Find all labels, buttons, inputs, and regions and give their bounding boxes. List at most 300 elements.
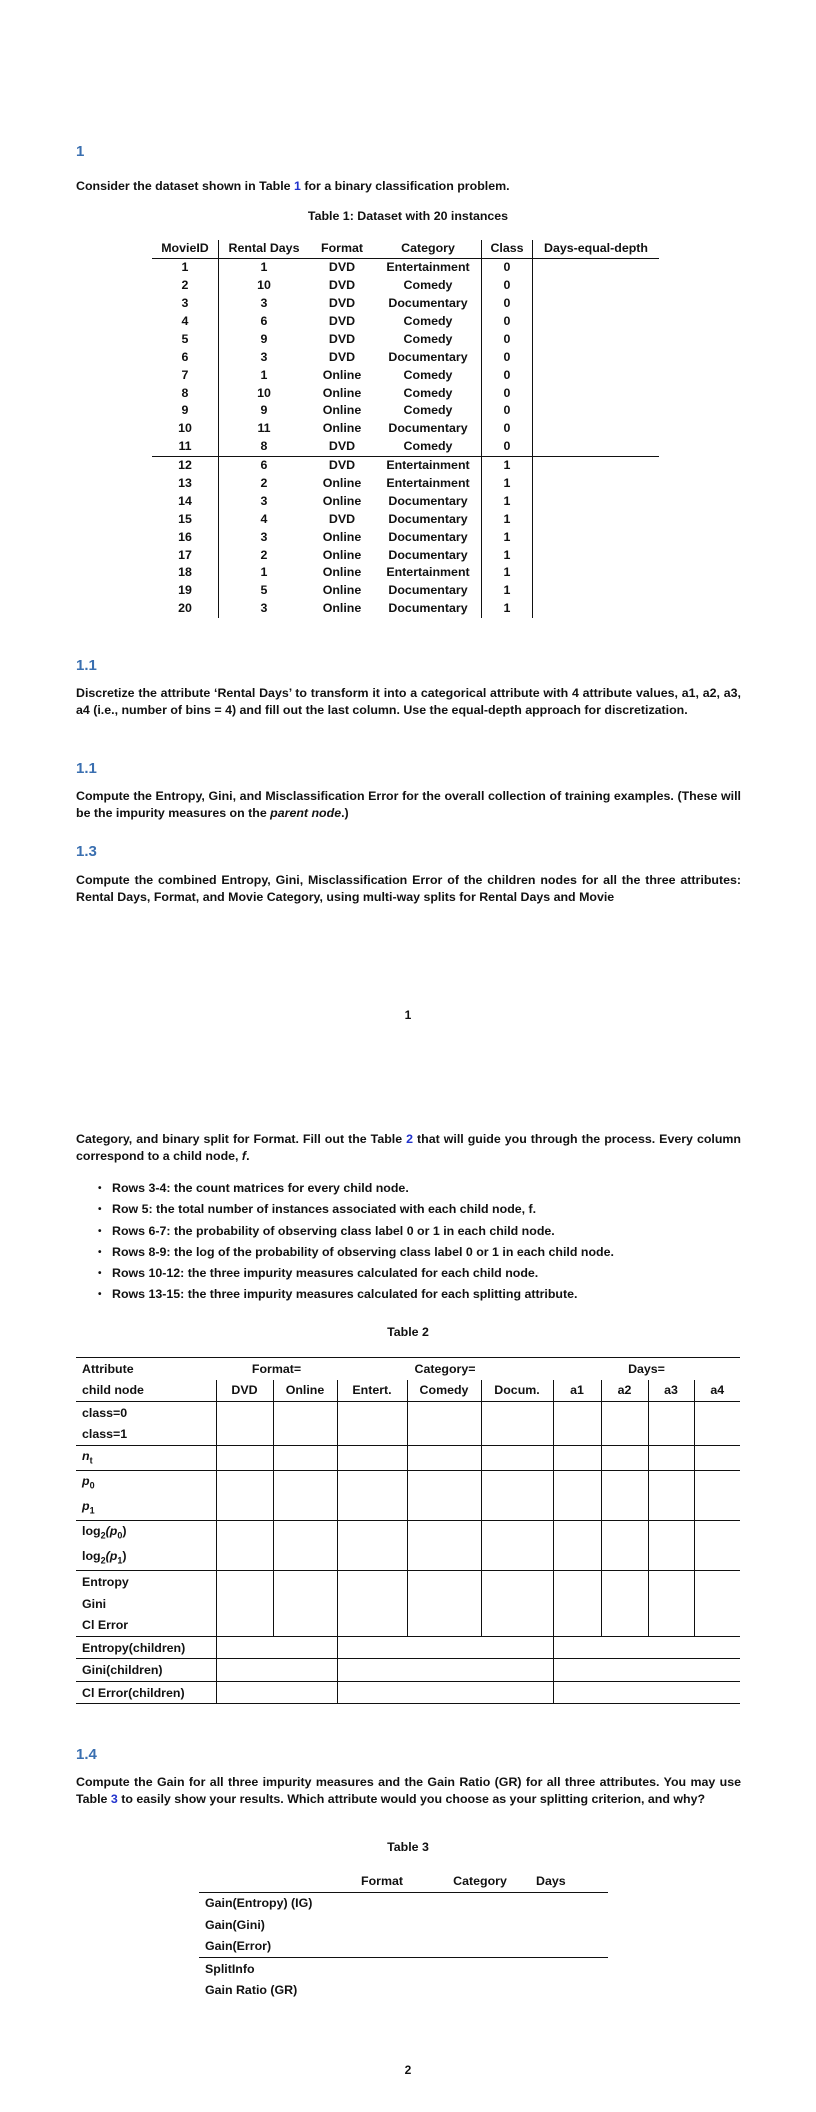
table1-cell: 4 xyxy=(260,511,268,526)
table1-cell: 11 xyxy=(152,438,219,456)
table1-cell: 13 xyxy=(152,475,219,493)
table-row xyxy=(152,313,659,331)
table2-input-cell[interactable] xyxy=(481,1402,553,1424)
table-row xyxy=(152,277,659,295)
parent-node-emphasis: parent node xyxy=(270,806,342,820)
table2-input-cell[interactable] xyxy=(601,1593,648,1615)
table-row xyxy=(152,510,659,528)
table1-cell xyxy=(533,258,660,276)
attribute-label: Attribute xyxy=(76,1358,216,1380)
table2-row-label xyxy=(76,1446,216,1471)
table1-cell xyxy=(533,402,660,420)
table2-input-cell[interactable] xyxy=(216,1571,273,1593)
table2-label-part: 2 xyxy=(100,1530,106,1541)
cont-f-italic: f xyxy=(241,1149,247,1163)
table2-row-label xyxy=(76,1424,216,1446)
table2-row-label xyxy=(76,1521,216,1546)
section-number-1: 1 xyxy=(76,143,85,160)
table1-cell: DVD xyxy=(309,456,375,474)
table1-cell: 2 xyxy=(260,476,268,491)
table2-input-cell[interactable] xyxy=(553,1471,601,1496)
table1-cell: Documentary xyxy=(375,348,482,366)
table1-cell: 1 xyxy=(482,600,533,618)
table1-cell: 0 xyxy=(482,295,533,313)
table1-cell xyxy=(533,492,660,510)
table2-row-label xyxy=(76,1636,216,1659)
table1-cell: 0 xyxy=(482,438,533,456)
table2-row-label xyxy=(76,1402,216,1424)
table2-combined-cell[interactable] xyxy=(216,1659,337,1682)
table2-label-part: class=0 xyxy=(82,1405,128,1420)
child-node-label: child node xyxy=(76,1380,216,1402)
table2-row-label xyxy=(76,1659,216,1682)
table1-cell: 0 xyxy=(482,384,533,402)
table2-input-cell[interactable] xyxy=(601,1424,648,1446)
table3-row xyxy=(199,1892,608,1914)
cont-text-b: that will guide you through the process. Every column correspond to a child node, xyxy=(76,1132,741,1163)
section-1-2-text xyxy=(76,788,741,822)
table2-label-part: p xyxy=(82,1474,90,1489)
table1-cell xyxy=(533,295,660,313)
table-row xyxy=(76,1496,740,1521)
table2-input-cell[interactable] xyxy=(337,1614,407,1636)
table1-cell: 0 xyxy=(482,420,533,438)
table-row xyxy=(152,438,659,456)
table2-input-cell[interactable] xyxy=(337,1521,407,1546)
child-header-cell: Docum. xyxy=(481,1380,553,1402)
table1-cell: 6 xyxy=(152,348,219,366)
child-header-cell: a4 xyxy=(694,1380,740,1402)
table1-cell: 17 xyxy=(152,546,219,564)
table2-input-cell[interactable] xyxy=(273,1546,337,1571)
table1-cell: Comedy xyxy=(375,402,482,420)
table2-input-cell[interactable] xyxy=(694,1546,740,1571)
table1-cell: 3 xyxy=(260,296,268,311)
table3-gain xyxy=(199,1870,608,2001)
table1-cell: 1 xyxy=(260,367,268,382)
table-row xyxy=(76,1659,740,1682)
table2-combined-cell[interactable] xyxy=(337,1681,553,1704)
table2-input-cell[interactable] xyxy=(407,1402,481,1424)
table3-col-header: Format xyxy=(334,1870,430,1892)
table1-cell: 1 xyxy=(482,475,533,493)
table1-cell: Documentary xyxy=(375,295,482,313)
table2-input-cell[interactable] xyxy=(407,1614,481,1636)
table2-input-cell[interactable] xyxy=(553,1424,601,1446)
table1-cell: 20 xyxy=(152,600,219,618)
table2-input-cell[interactable] xyxy=(553,1496,601,1521)
table2-input-cell[interactable] xyxy=(407,1424,481,1446)
table-row xyxy=(152,366,659,384)
table2-input-cell[interactable] xyxy=(648,1446,694,1471)
table2-combined-cell[interactable] xyxy=(553,1636,740,1659)
table2-label-part: 2 xyxy=(100,1555,106,1566)
table2-caption: Table 2 xyxy=(387,1325,429,1339)
table2-input-cell[interactable] xyxy=(481,1571,553,1593)
table3-caption: Table 3 xyxy=(387,1840,429,1854)
table2-input-cell[interactable] xyxy=(601,1446,648,1471)
table1-cell: Entertainment xyxy=(375,258,482,276)
table2-input-cell[interactable] xyxy=(601,1471,648,1496)
table3-col-header: Category xyxy=(430,1870,530,1892)
table2-input-cell[interactable] xyxy=(337,1424,407,1446)
table2-input-cell[interactable] xyxy=(337,1496,407,1521)
table-row xyxy=(152,420,659,438)
table2-input-cell[interactable] xyxy=(273,1402,337,1424)
table1-header-cell: Format xyxy=(309,240,375,258)
table2-label-part: p xyxy=(82,1498,90,1513)
table2-input-cell[interactable] xyxy=(648,1614,694,1636)
table3-row xyxy=(199,1914,608,1936)
cont-text-c: . xyxy=(246,1149,250,1163)
table1-header-cell: Days-equal-depth xyxy=(533,240,660,258)
table1-cell xyxy=(533,456,660,474)
table1-cell: DVD xyxy=(328,314,356,328)
table1-cell: DVD xyxy=(328,331,356,346)
table1-cell: Comedy xyxy=(375,330,482,348)
table2-input-cell[interactable] xyxy=(601,1496,648,1521)
table1-cell xyxy=(533,510,660,528)
cont-text-a: Category, and binary split for Format. Fill out the Table xyxy=(76,1132,407,1146)
table2-input-cell[interactable] xyxy=(337,1593,407,1615)
table1-cell xyxy=(533,438,660,456)
table1-cell: 1 xyxy=(482,546,533,564)
table2-row-label xyxy=(76,1571,216,1593)
table2-input-cell[interactable] xyxy=(481,1424,553,1446)
table1-cell: 15 xyxy=(152,510,219,528)
table-row xyxy=(76,1593,740,1615)
table-row xyxy=(152,492,659,510)
table2-label-part: log xyxy=(82,1524,101,1539)
instructions-list xyxy=(98,1178,738,1306)
table1-cell: 2 xyxy=(152,277,219,295)
table2-label-part: Entropy xyxy=(82,1575,129,1590)
table2-input-cell[interactable] xyxy=(694,1571,740,1593)
table2-row-label xyxy=(76,1681,216,1704)
table2-input-cell[interactable] xyxy=(273,1571,337,1593)
table1-cell: 3 xyxy=(260,529,268,544)
table2-input-cell[interactable] xyxy=(337,1446,407,1471)
table2-label-part: 1 xyxy=(89,1505,95,1516)
table1-caption: Table 1: Dataset with 20 instances xyxy=(307,209,509,223)
section-1-1-text: Discretize the attribute ‘Rental Days’ to transform it into a categorical attribute with 4 attribute values, a1, a2, a3, a4 (i.e., number of bins = 4) and fill out the last column. Use the equal-depth approach for discretization. xyxy=(76,686,741,717)
table2-row-label xyxy=(76,1496,216,1521)
table1-cell: 5 xyxy=(260,583,268,598)
table-row xyxy=(152,348,659,366)
days-group-header: Days= xyxy=(553,1358,740,1380)
table2-input-cell[interactable] xyxy=(337,1571,407,1593)
table1-cell: 11 xyxy=(257,421,271,436)
table2-input-cell[interactable] xyxy=(648,1546,694,1571)
table2-input-cell[interactable] xyxy=(216,1424,273,1446)
table2-input-cell[interactable] xyxy=(694,1446,740,1471)
table2-input-cell[interactable] xyxy=(553,1402,601,1424)
table1-cell: DVD xyxy=(328,278,356,293)
table3-row-label: Gain(Error) xyxy=(199,1936,334,1958)
table2-input-cell[interactable] xyxy=(216,1546,273,1571)
section-title-1-3: 1.3 xyxy=(76,843,97,860)
table1-cell: Online xyxy=(322,476,362,491)
table1-cell xyxy=(533,582,660,600)
table3-header-row xyxy=(199,1870,608,1892)
table-row xyxy=(152,475,659,493)
table1-cell: Documentary xyxy=(375,420,482,438)
section-title-1-4: 1.4 xyxy=(76,1746,97,1763)
table2-input-cell[interactable] xyxy=(694,1593,740,1615)
child-header-cell: a2 xyxy=(601,1380,648,1402)
table2-input-cell[interactable] xyxy=(407,1593,481,1615)
table2-input-cell[interactable] xyxy=(553,1521,601,1546)
table2-combined-cell[interactable] xyxy=(337,1659,553,1682)
table2-label-part: ) xyxy=(122,1524,127,1539)
table2-input-cell[interactable] xyxy=(694,1471,740,1496)
table2-input-cell[interactable] xyxy=(694,1424,740,1446)
table1-cell: Documentary xyxy=(375,510,482,528)
list-item: • Rows 10-12: the three impurity measures calculated for each child node. xyxy=(98,1263,738,1284)
table1-cell: 0 xyxy=(482,348,533,366)
table2-label-part: class=1 xyxy=(82,1427,128,1442)
table1-cell: Comedy xyxy=(375,384,482,402)
section-1-3-continuation xyxy=(76,1131,741,1165)
table2-input-cell[interactable] xyxy=(273,1614,337,1636)
table1-cell: 8 xyxy=(260,439,268,454)
table2-input-cell[interactable] xyxy=(407,1546,481,1571)
table2-combined-cell[interactable] xyxy=(337,1636,553,1659)
table1-header-cell: Class xyxy=(482,240,533,258)
table2-input-cell[interactable] xyxy=(273,1471,337,1496)
table2-input-cell[interactable] xyxy=(601,1402,648,1424)
table1-cell: 4 xyxy=(152,313,219,331)
table1-cell: Comedy xyxy=(375,366,482,384)
table2-input-cell[interactable] xyxy=(273,1496,337,1521)
table1-cell: 3 xyxy=(152,295,219,313)
table2-input-cell[interactable] xyxy=(273,1521,337,1546)
table-row xyxy=(152,564,659,582)
table2-input-cell[interactable] xyxy=(216,1521,273,1546)
table3-row-label: Gain(Gini) xyxy=(205,1917,265,1932)
table2-input-cell[interactable] xyxy=(481,1593,553,1615)
table1-cell: Online xyxy=(322,421,362,436)
table2-input-cell[interactable] xyxy=(337,1546,407,1571)
table1-cell xyxy=(533,564,660,582)
table1-cell: Online xyxy=(322,583,362,598)
table2-input-cell[interactable] xyxy=(601,1571,648,1593)
table1-cell xyxy=(533,528,660,546)
s14-text-a: Compute the Gain for all three impurity measures and the Gain Ratio (GR) for all three attributes. You may use Table xyxy=(76,1775,741,1806)
table2-input-cell[interactable] xyxy=(553,1614,601,1636)
table2-input-cell[interactable] xyxy=(481,1496,553,1521)
table2-input-cell[interactable] xyxy=(553,1571,601,1593)
table1-cell: 1 xyxy=(152,258,219,276)
table1-cell: 1 xyxy=(482,492,533,510)
table2-input-cell[interactable] xyxy=(694,1402,740,1424)
table1-cell: Documentary xyxy=(375,582,482,600)
table1-cell xyxy=(533,366,660,384)
child-header-cell: Comedy xyxy=(407,1380,481,1402)
table1-link[interactable]: 1 xyxy=(294,179,301,193)
table2-input-cell[interactable] xyxy=(481,1521,553,1546)
table1-cell: DVD xyxy=(328,296,356,311)
table1-cell: 10 xyxy=(257,278,271,293)
table1-cell: 7 xyxy=(152,366,219,384)
table2-impurity xyxy=(76,1357,740,1704)
table1-cell: 1 xyxy=(482,456,533,474)
table1-cell: 9 xyxy=(260,403,268,418)
table2-input-cell[interactable] xyxy=(407,1471,481,1496)
table2-input-cell[interactable] xyxy=(407,1571,481,1593)
table2-label-part: 1 xyxy=(117,1555,123,1566)
table3-corner xyxy=(199,1870,334,1892)
table2-input-cell[interactable] xyxy=(648,1471,694,1496)
table2-input-cell[interactable] xyxy=(481,1614,553,1636)
category-group-header: Category= xyxy=(337,1358,553,1380)
table2-input-cell[interactable] xyxy=(694,1614,740,1636)
table2-input-cell[interactable] xyxy=(601,1521,648,1546)
page-number-2: 2 xyxy=(404,2063,412,2077)
table1-cell: 14 xyxy=(152,492,219,510)
table2-input-cell[interactable] xyxy=(553,1446,601,1471)
table2-input-cell[interactable] xyxy=(216,1496,273,1521)
table-row xyxy=(152,384,659,402)
table2-input-cell[interactable] xyxy=(648,1593,694,1615)
table-row xyxy=(76,1681,740,1704)
table2-input-cell[interactable] xyxy=(481,1446,553,1471)
table-row xyxy=(76,1571,740,1593)
table1-cell: 1 xyxy=(482,528,533,546)
table2-input-cell[interactable] xyxy=(337,1471,407,1496)
table2-input-cell[interactable] xyxy=(694,1521,740,1546)
table2-input-cell[interactable] xyxy=(601,1546,648,1571)
table-row xyxy=(152,402,659,420)
table1-cell: 6 xyxy=(219,456,310,474)
table2-input-cell[interactable] xyxy=(648,1521,694,1546)
table1-cell: 1 xyxy=(482,582,533,600)
table2-input-cell[interactable] xyxy=(601,1614,648,1636)
table2-input-cell[interactable] xyxy=(648,1402,694,1424)
table3-row-label: SplitInfo xyxy=(205,1961,255,1976)
table2-combined-cell[interactable] xyxy=(553,1681,740,1704)
table1-cell: 12 xyxy=(152,456,219,474)
table2-input-cell[interactable] xyxy=(407,1521,481,1546)
table2-combined-cell[interactable] xyxy=(553,1659,740,1682)
table-row xyxy=(76,1546,740,1571)
table2-input-cell[interactable] xyxy=(216,1614,273,1636)
table2-input-cell[interactable] xyxy=(648,1424,694,1446)
table1-cell: 10 xyxy=(257,385,271,400)
table2-link[interactable]: 2 xyxy=(406,1132,414,1146)
table2-row-label xyxy=(76,1546,216,1571)
table2-input-cell[interactable] xyxy=(216,1446,273,1471)
list-item: • Rows 8-9: the log of the probability of observing class label 0 or 1 in each child node. xyxy=(98,1242,738,1263)
table2-row-label xyxy=(76,1614,216,1636)
table2-label-part: n xyxy=(82,1449,90,1463)
table1-cell: 6 xyxy=(260,314,268,328)
table2-row-label xyxy=(76,1593,216,1615)
table2-input-cell[interactable] xyxy=(273,1446,337,1471)
table2-input-cell[interactable] xyxy=(553,1593,601,1615)
list-item: • Rows 13-15: the three impurity measures calculated for each splitting attribute. xyxy=(98,1284,738,1305)
table1-cell: Entertainment xyxy=(375,564,482,582)
s14-text-b: to easily show your results. Which attribute would you choose as your splitting criterion, and why? xyxy=(117,1792,706,1806)
table1-cell: Online xyxy=(322,493,362,508)
table2-input-cell[interactable] xyxy=(216,1593,273,1615)
table1-cell: Online xyxy=(322,403,362,418)
table-row xyxy=(76,1471,740,1496)
table1-cell: 5 xyxy=(152,330,219,348)
child-header-cell: Entert. xyxy=(337,1380,407,1402)
table1-cell: 3 xyxy=(260,349,268,364)
table2-input-cell[interactable] xyxy=(481,1546,553,1571)
table1-cell: Entertainment xyxy=(375,456,482,474)
table1-cell xyxy=(533,313,660,331)
table1-cell: Documentary xyxy=(375,546,482,564)
child-header-cell: a1 xyxy=(553,1380,601,1402)
table1-cell xyxy=(533,475,660,493)
table-row xyxy=(76,1446,740,1471)
table2-input-cell[interactable] xyxy=(337,1402,407,1424)
table1-cell: 0 xyxy=(482,366,533,384)
table1-cell: 0 xyxy=(482,402,533,420)
table1-cell: 0 xyxy=(482,258,533,276)
table2-label-part: 0 xyxy=(117,1530,123,1541)
table1-cell: 9 xyxy=(260,331,268,346)
table-row xyxy=(152,582,659,600)
table2-input-cell[interactable] xyxy=(481,1471,553,1496)
table3-link[interactable]: 3 xyxy=(110,1792,118,1806)
table3-row xyxy=(199,1936,608,1958)
table1-cell: Comedy xyxy=(375,277,482,295)
table2-label-part: Entropy(children) xyxy=(82,1640,186,1655)
table2-input-cell[interactable] xyxy=(694,1496,740,1521)
list-item: • Rows 3-4: the count matrices for every child node. xyxy=(98,1178,738,1199)
table1-cell: 1 xyxy=(482,510,533,528)
table1-cell: 18 xyxy=(152,564,219,582)
table1-cell: 0 xyxy=(482,277,533,295)
table1-cell: Online xyxy=(322,601,362,616)
section-title-1-1: 1.1 xyxy=(76,657,97,674)
table1-cell: Online xyxy=(322,529,362,544)
table2-combined-cell[interactable] xyxy=(216,1681,337,1704)
table1-cell: Documentary xyxy=(375,600,482,618)
table1-cell: 9 xyxy=(152,402,219,420)
table1-cell: Documentary xyxy=(375,492,482,510)
table2-label-part: ) xyxy=(122,1548,127,1563)
table2-input-cell[interactable] xyxy=(648,1571,694,1593)
child-header-cell: DVD xyxy=(216,1380,273,1402)
table1-cell: Online xyxy=(322,565,362,580)
table2-input-cell[interactable] xyxy=(273,1424,337,1446)
table2-input-cell[interactable] xyxy=(553,1546,601,1571)
table1-cell: 2 xyxy=(260,547,268,562)
table2-child-row xyxy=(76,1380,740,1402)
table2-input-cell[interactable] xyxy=(216,1471,273,1496)
table2-input-cell[interactable] xyxy=(407,1496,481,1521)
table2-input-cell[interactable] xyxy=(407,1446,481,1471)
table2-input-cell[interactable] xyxy=(648,1496,694,1521)
table2-label-part: (p xyxy=(105,1548,118,1563)
table1-cell: DVD xyxy=(328,349,356,364)
table-row xyxy=(152,528,659,546)
table2-input-cell[interactable] xyxy=(273,1593,337,1615)
table-row xyxy=(152,258,659,276)
table2-row-label xyxy=(76,1471,216,1496)
table2-input-cell[interactable] xyxy=(216,1402,273,1424)
format-group-header: Format= xyxy=(216,1358,337,1380)
table3-row-label: Gain(Entropy) (IG) xyxy=(205,1896,313,1911)
table2-label-part: (p xyxy=(105,1524,118,1539)
table2-label-part: Cl Error xyxy=(82,1618,129,1633)
table2-combined-cell[interactable] xyxy=(216,1636,337,1659)
